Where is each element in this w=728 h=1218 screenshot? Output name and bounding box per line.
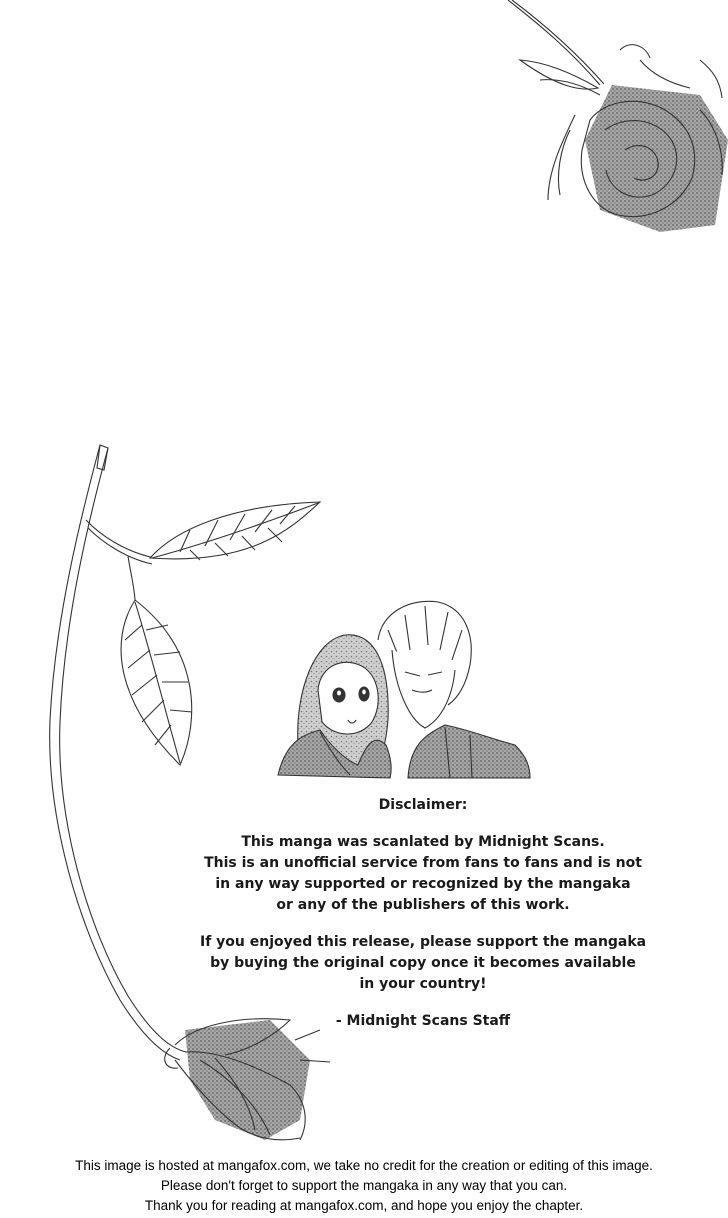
rose-stem-left-illustration — [50, 445, 186, 1060]
leaf-upper-illustration — [150, 502, 320, 560]
couple-illustration — [278, 601, 530, 778]
disclaimer-heading: Disclaimer: — [378, 797, 468, 813]
disclaimer-line: in any way supported or recognized by the mangaka — [215, 876, 631, 892]
disclaimer-line: If you enjoyed this release, please support the mangaka — [200, 934, 647, 950]
disclaimer-line: by buying the original copy once it becomes available — [210, 955, 636, 971]
host-notice-line: This image is hosted at mangafox.com, we take no credit for the creation or editing of this image. — [75, 1158, 653, 1173]
disclaimer-line: This manga was scanlated by Midnight Scans. — [241, 834, 605, 850]
disclaimer-line: in your country! — [359, 976, 487, 992]
leaf-lower-illustration — [121, 600, 192, 765]
disclaimer-line: or any of the publishers of this work. — [276, 897, 570, 913]
rose-top-right-illustration — [508, 0, 728, 232]
host-notice-line: Please don't forget to support the mangaka in any way that you can. — [160, 1178, 568, 1193]
disclaimer-signature: - Midnight Scans Staff — [335, 1013, 511, 1029]
disclaimer-block — [200, 795, 646, 1048]
disclaimer-paragraph-support — [200, 932, 646, 995]
disclaimer-line: This is an unofficial service from fans to fans and is not — [204, 855, 642, 871]
disclaimer-paragraph-scanlation — [200, 832, 646, 916]
host-notice-line: Thank you for reading at mangafox.com, and hope you enjoy the chapter. — [144, 1198, 584, 1213]
host-notice — [0, 1156, 728, 1216]
